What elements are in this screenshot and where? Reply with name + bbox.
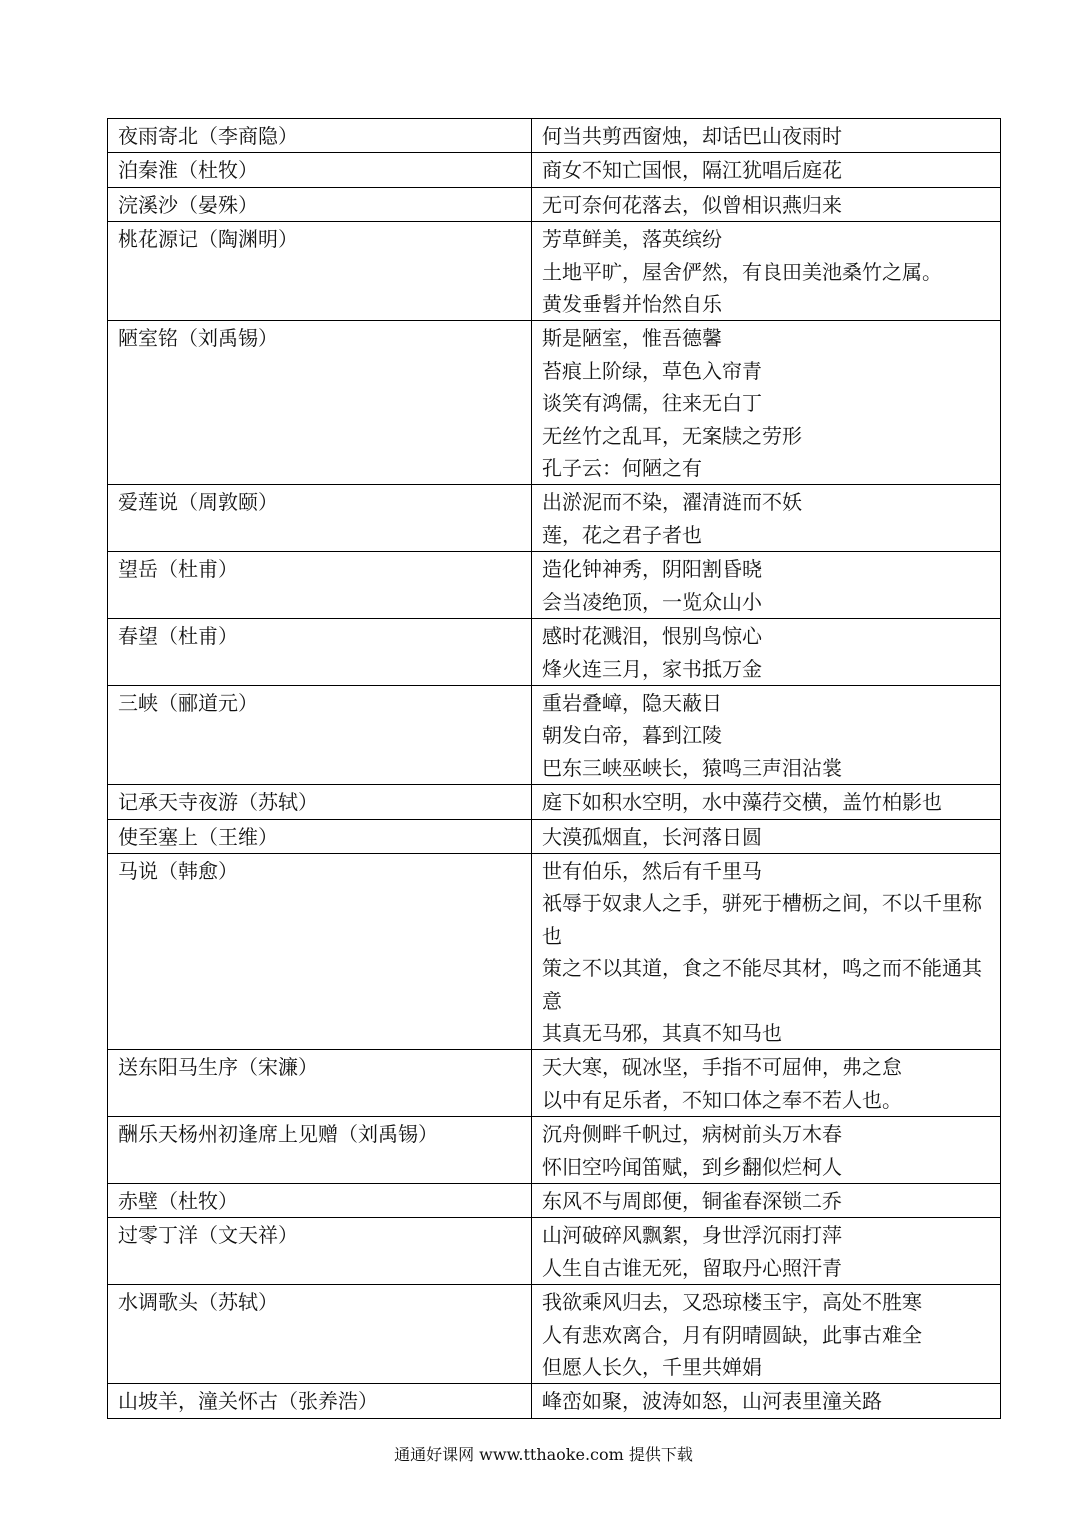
poem-title: 浣溪沙（晏殊） <box>118 192 258 217</box>
poem-title-cell <box>108 1117 532 1184</box>
poem-title: 夜雨寄北（李商隐） <box>118 124 298 148</box>
poem-title-cell <box>108 1384 532 1418</box>
poem-title-cell <box>108 321 532 485</box>
poem-quote-cell <box>532 853 1001 1049</box>
poem-quote-cell <box>532 485 1001 552</box>
table-row <box>108 619 1001 686</box>
poem-quote-cell <box>532 819 1001 853</box>
poem-title-cell <box>108 153 532 187</box>
poem-quote-line: 大漠孤烟直，长河落日圆 <box>542 824 762 849</box>
poem-title-cell <box>108 853 532 1049</box>
poem-title: 赤壁（杜牧） <box>118 1189 238 1213</box>
poem-quote-line: 但愿人长久，千里共婵娟 <box>542 1355 762 1380</box>
table-row <box>108 485 1001 552</box>
poem-quote-line: 苔痕上阶绿，草色入帘青 <box>542 358 762 383</box>
poem-title-cell <box>108 552 532 619</box>
poem-quote-line: 人生自古谁无死，留取丹心照汗青 <box>542 1255 842 1280</box>
poem-quote-line: 黄发垂髫并怡然自乐 <box>542 292 722 317</box>
table-row <box>108 1050 1001 1117</box>
poem-quote-line: 峰峦如聚，波涛如怒，山河表里潼关路 <box>542 1389 882 1414</box>
poem-title: 水调歌头（苏轼） <box>118 1290 278 1315</box>
poem-title-cell <box>108 222 532 321</box>
table-row <box>108 819 1001 853</box>
poem-title-cell <box>108 685 532 784</box>
poem-quote-line: 天大寒，砚冰坚，手指不可屈伸，弗之怠 <box>542 1055 902 1080</box>
poem-title: 陋室铭（刘禹锡） <box>118 326 278 351</box>
poem-quote-cell <box>532 153 1001 187</box>
table-row <box>108 552 1001 619</box>
poem-quote-table <box>107 118 1001 1419</box>
poem-title-cell <box>108 187 532 221</box>
poem-title: 记承天寺夜游（苏轼） <box>118 790 318 815</box>
poem-quote-line: 沉舟侧畔千帆过，病树前头万木春 <box>542 1122 842 1147</box>
poem-quote-cell <box>532 222 1001 321</box>
poem-quote-cell <box>532 552 1001 619</box>
poem-quote-line: 谈笑有鸿儒，往来无白丁 <box>542 391 762 416</box>
poem-title: 过零丁洋（文天祥） <box>118 1223 298 1248</box>
poem-quote-line: 世有伯乐，然后有千里马 <box>542 858 762 883</box>
table-row <box>108 685 1001 784</box>
poem-quote-line: 山河破碎风飘絮，身世浮沉雨打萍 <box>542 1223 842 1248</box>
poem-quote-line: 策之不以其道，食之不能尽其材，鸣之而不能通其意 <box>542 956 982 1013</box>
poem-quote-cell <box>532 1384 1001 1418</box>
poem-quote-cell <box>532 685 1001 784</box>
poem-title-cell <box>108 1218 532 1285</box>
poem-quote-line: 庭下如积水空明，水中藻荇交横，盖竹柏影也 <box>542 790 942 815</box>
page-footer: 通通好课网 www.tthaoke.com 提供下载 <box>394 1445 693 1464</box>
poem-quote-cell <box>532 1050 1001 1117</box>
poem-quote-line: 会当凌绝顶，一览众山小 <box>542 589 762 614</box>
poem-quote-cell <box>532 1218 1001 1285</box>
table-row <box>108 785 1001 819</box>
poem-quote-cell <box>532 187 1001 221</box>
poem-quote-line: 东风不与周郎便，铜雀春深锁二乔 <box>542 1189 842 1213</box>
poem-title: 送东阳马生序（宋濂） <box>118 1055 318 1080</box>
table-row <box>108 1384 1001 1418</box>
poem-quote-line: 人有悲欢离合，月有阴晴圆缺，此事古难全 <box>542 1322 922 1347</box>
poem-quote-line: 巴东三峡巫峡长，猿鸣三声泪沾裳 <box>542 755 842 780</box>
poem-title-cell <box>108 1285 532 1384</box>
poem-title: 酬乐天杨州初逢席上见赠（刘禹锡） <box>118 1122 438 1147</box>
poem-quote-cell <box>532 1184 1001 1218</box>
poem-quote-cell <box>532 321 1001 485</box>
poem-quote-cell <box>532 1285 1001 1384</box>
poem-quote-line: 烽火连三月，家书抵万金 <box>542 656 762 681</box>
poem-title: 爱莲说（周敦颐） <box>118 490 278 515</box>
poem-quote-line: 无可奈何花落去，似曾相识燕归来 <box>542 192 842 217</box>
poem-quote-line: 莲，花之君子者也 <box>542 522 702 547</box>
poem-quote-line: 祇辱于奴隶人之手，骈死于槽枥之间，不以千里称也 <box>542 891 982 948</box>
poem-quote-line: 商女不知亡国恨，隔江犹唱后庭花 <box>542 158 842 183</box>
table-row <box>108 1117 1001 1184</box>
table-row <box>108 853 1001 1049</box>
poem-title-cell <box>108 819 532 853</box>
poem-quote-cell <box>532 619 1001 686</box>
poem-quote-cell <box>532 119 1001 153</box>
poem-quote-line: 朝发白帝，暮到江陵 <box>542 723 722 748</box>
poem-title-cell <box>108 485 532 552</box>
poem-quote-line: 出淤泥而不染，濯清涟而不妖 <box>542 490 802 515</box>
table-row <box>108 1285 1001 1384</box>
table-row <box>108 222 1001 321</box>
poem-title: 三峡（郦道元） <box>118 690 258 715</box>
poem-title: 山坡羊，潼关怀古（张养浩） <box>118 1389 378 1414</box>
poem-title: 春望（杜甫） <box>118 624 238 649</box>
poem-quote-line: 土地平旷，屋舍俨然，有良田美池桑竹之属。 <box>542 259 942 284</box>
poem-quote-line: 感时花溅泪，恨别鸟惊心 <box>542 624 762 649</box>
poem-table-body <box>108 119 1001 1419</box>
poem-title-cell <box>108 119 532 153</box>
poem-title: 泊秦淮（杜牧） <box>118 158 258 183</box>
poem-title: 使至塞上（王维） <box>118 824 278 849</box>
poem-quote-line: 孔子云：何陋之有 <box>542 456 702 481</box>
poem-title-cell <box>108 619 532 686</box>
poem-title-cell <box>108 1050 532 1117</box>
table-row <box>108 187 1001 221</box>
poem-quote-line: 重岩叠嶂，隐天蔽日 <box>542 690 722 715</box>
poem-title: 望岳（杜甫） <box>118 557 238 582</box>
poem-quote-line: 我欲乘风归去，又恐琼楼玉宇，高处不胜寒 <box>542 1290 922 1315</box>
poem-quote-line: 造化钟神秀，阴阳割昏晓 <box>542 557 762 582</box>
poem-quote-line: 以中有足乐者，不知口体之奉不若人也。 <box>542 1087 902 1112</box>
table-row <box>108 153 1001 187</box>
poem-quote-line: 怀旧空吟闻笛赋，到乡翻似烂柯人 <box>542 1154 842 1179</box>
poem-title-cell <box>108 785 532 819</box>
poem-quote-line: 其真无马邪，其真不知马也 <box>542 1020 782 1045</box>
table-row <box>108 119 1001 153</box>
poem-title-cell <box>108 1184 532 1218</box>
poem-quote-line: 何当共剪西窗烛，却话巴山夜雨时 <box>542 124 842 148</box>
poem-title: 桃花源记（陶渊明） <box>118 227 298 252</box>
poem-quote-line: 芳草鲜美，落英缤纷 <box>542 227 722 252</box>
poem-quote-line: 无丝竹之乱耳，无案牍之劳形 <box>542 423 802 448</box>
poem-quote-line: 斯是陋室，惟吾德馨 <box>542 326 722 351</box>
poem-quote-cell <box>532 1117 1001 1184</box>
poem-quote-cell <box>532 785 1001 819</box>
table-row <box>108 1184 1001 1218</box>
table-row <box>108 1218 1001 1285</box>
poem-title: 马说（韩愈） <box>118 858 238 883</box>
table-row <box>108 321 1001 485</box>
